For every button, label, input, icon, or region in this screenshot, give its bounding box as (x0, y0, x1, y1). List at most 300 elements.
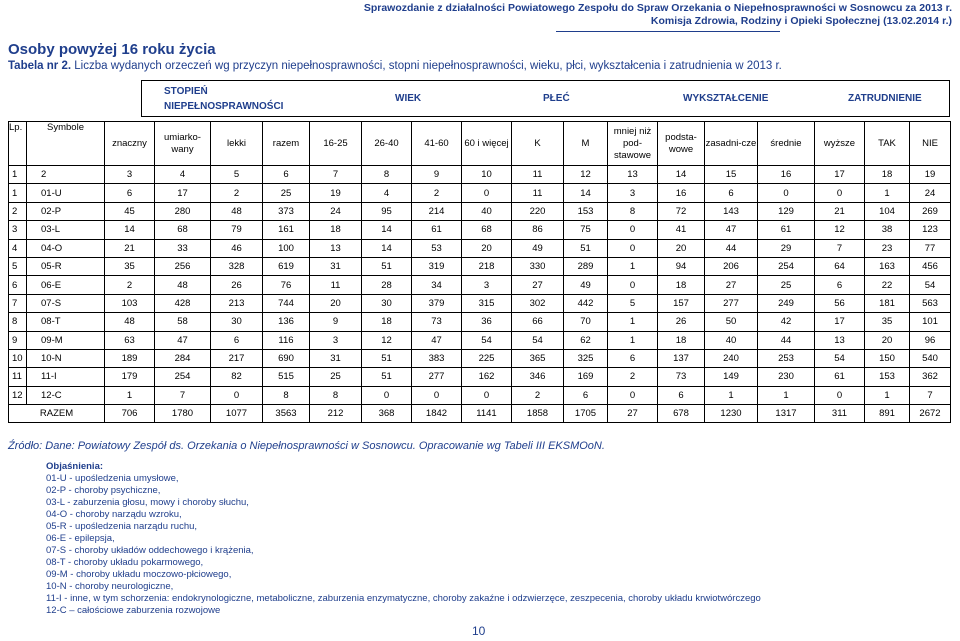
table-cell: 368 (362, 405, 412, 423)
page-number: 10 (472, 624, 486, 638)
table-cell: 136 (263, 313, 310, 331)
legend-item: 08-T - choroby układu pokarmowego, (46, 557, 204, 568)
section-title: Osoby powyżej 16 roku życia (8, 41, 216, 58)
table-cell: 18 (865, 166, 910, 184)
table-cell: 0 (815, 386, 865, 404)
table-cell: 2 (9, 202, 27, 220)
table-cell: 68 (155, 221, 211, 239)
table-cell: 169 (564, 368, 608, 386)
table-cell: 4 (155, 166, 211, 184)
table-cell: 34 (412, 276, 462, 294)
table-cell: 1077 (211, 405, 263, 423)
legend-item: 11-I - inne, w tym schorzenia: endokrynologiczne, metaboliczne, zaburzenia enzymatyczne, choroby zakaźne i odzwierzęce, zeszpecenia, choroby układu krwiotwórczego (46, 593, 761, 604)
table-row (9, 184, 951, 202)
table-cell: 01-U (27, 184, 105, 202)
table-cell: 101 (910, 313, 951, 331)
table-cell: 51 (362, 257, 412, 275)
table-cell: 0 (462, 184, 512, 202)
table-cell: 96 (910, 331, 951, 349)
table-cell: 61 (758, 221, 815, 239)
table-cell: 5 (9, 257, 27, 275)
table-cell: 27 (608, 405, 658, 423)
table-cell: 48 (105, 313, 155, 331)
numbering-row (9, 166, 951, 184)
table-cell: 2 (211, 184, 263, 202)
table-cell: 54 (815, 349, 865, 367)
table-cell: 1 (9, 166, 27, 184)
column-header: mniej niż pod-stawowe (608, 122, 658, 166)
table-cell: 428 (155, 294, 211, 312)
table-cell: 47 (155, 331, 211, 349)
table-cell: 3 (9, 221, 27, 239)
table-cell: 54 (910, 276, 951, 294)
table-cell: 1 (608, 257, 658, 275)
table-cell: 16 (658, 184, 705, 202)
table-cell: 94 (658, 257, 705, 275)
table-cell: 189 (105, 349, 155, 367)
table-cell: 254 (155, 368, 211, 386)
table-cell: 12 (564, 166, 608, 184)
table-cell: 70 (564, 313, 608, 331)
table-cell: 4 (362, 184, 412, 202)
table-cell: 6 (9, 276, 27, 294)
total-row (9, 405, 951, 423)
header-underline (556, 31, 780, 32)
table-cell: 9 (310, 313, 362, 331)
legend-item: 10-N - choroby neurologiczne, (46, 581, 174, 592)
table-cell: 47 (412, 331, 462, 349)
table-cell: 0 (412, 386, 462, 404)
table-cell: 280 (155, 202, 211, 220)
table-cell: 330 (512, 257, 564, 275)
table-cell: 137 (658, 349, 705, 367)
table-cell: 0 (211, 386, 263, 404)
column-header: podsta-wowe (658, 122, 705, 166)
table-cell: 891 (865, 405, 910, 423)
table-cell: 25 (263, 184, 310, 202)
legend-item: 04-O - choroby narządu wzroku, (46, 509, 182, 520)
table-cell: 383 (412, 349, 462, 367)
table-cell: 217 (211, 349, 263, 367)
table-cell: 277 (705, 294, 758, 312)
table-cell: 3 (462, 276, 512, 294)
table-cell: 44 (758, 331, 815, 349)
table-cell: 03-L (27, 221, 105, 239)
column-header: lekki (211, 122, 263, 166)
table-cell: 225 (462, 349, 512, 367)
table-cell: 13 (310, 239, 362, 257)
column-header: znaczny (105, 122, 155, 166)
column-header-row (9, 122, 951, 166)
table-cell: 289 (564, 257, 608, 275)
table-cell: 51 (564, 239, 608, 257)
table-cell: 9 (412, 166, 462, 184)
column-header: zasadni-cze (705, 122, 758, 166)
table-cell: 4 (9, 239, 27, 257)
table-cell: 7 (815, 239, 865, 257)
table-cell: 0 (362, 386, 412, 404)
table-cell: 181 (865, 294, 910, 312)
table-cell: 79 (211, 221, 263, 239)
table-cell: 10 (462, 166, 512, 184)
table-cell: 2 (27, 166, 105, 184)
table-cell: 690 (263, 349, 310, 367)
table-cell: 54 (462, 331, 512, 349)
table-cell: 14 (105, 221, 155, 239)
table-cell: 3 (608, 184, 658, 202)
table-cell: 73 (658, 368, 705, 386)
table-cell: 6 (211, 331, 263, 349)
table-row (9, 386, 951, 404)
table-cell: 26 (211, 276, 263, 294)
table-cell: 07-S (27, 294, 105, 312)
column-header: 16-25 (310, 122, 362, 166)
table-cell: 54 (512, 331, 564, 349)
table-cell: 12-C (27, 386, 105, 404)
table-cell: 14 (658, 166, 705, 184)
table-cell: 12 (815, 221, 865, 239)
column-header: wyższe (815, 122, 865, 166)
table-cell: 163 (865, 257, 910, 275)
group-wiek: WIEK (395, 93, 422, 104)
table-cell: 218 (462, 257, 512, 275)
group-wyksztalcenie: WYKSZTAŁCENIE (683, 93, 769, 104)
table-cell: 150 (865, 349, 910, 367)
table-cell: 14 (564, 184, 608, 202)
table-cell: 28 (362, 276, 412, 294)
table-cell: 346 (512, 368, 564, 386)
table-cell: 240 (705, 349, 758, 367)
table-cell: 11 (310, 276, 362, 294)
table-cell: 3 (105, 166, 155, 184)
table-cell: 6 (105, 184, 155, 202)
table-cell: 0 (815, 184, 865, 202)
table-cell: 0 (608, 276, 658, 294)
column-group-header (141, 80, 950, 117)
table-cell: 249 (758, 294, 815, 312)
table-cell: 319 (412, 257, 462, 275)
column-header: TAK (865, 122, 910, 166)
table-cell: 26 (658, 313, 705, 331)
table-cell: 7 (310, 166, 362, 184)
table-cell: 0 (608, 239, 658, 257)
table-cell: 1 (758, 386, 815, 404)
column-header: umiarko-wany (155, 122, 211, 166)
table-row (9, 294, 951, 312)
table-cell: 19 (910, 166, 951, 184)
table-cell: 42 (758, 313, 815, 331)
table-cell: 104 (865, 202, 910, 220)
table-cell: 153 (865, 368, 910, 386)
table-row (9, 276, 951, 294)
table-cell: 2 (512, 386, 564, 404)
table-cell: 24 (310, 202, 362, 220)
table-cell: 6 (658, 386, 705, 404)
column-header: K (512, 122, 564, 166)
table-cell: 379 (412, 294, 462, 312)
table-cell: 116 (263, 331, 310, 349)
table-cell: 325 (564, 349, 608, 367)
table-cell: 20 (865, 331, 910, 349)
table-cell: 33 (155, 239, 211, 257)
group-stopien: STOPIEŃ NIEPEŁNOSPRAWNOŚCI (164, 86, 284, 112)
table-cell: 77 (910, 239, 951, 257)
table-cell: 04-O (27, 239, 105, 257)
table-cell: 8 (608, 202, 658, 220)
table-cell: 0 (758, 184, 815, 202)
table-cell: 540 (910, 349, 951, 367)
table-cell: 11 (9, 368, 27, 386)
table-cell: 19 (310, 184, 362, 202)
table-cell: 49 (512, 239, 564, 257)
table-cell: 2 (608, 368, 658, 386)
table-cell: 277 (412, 368, 462, 386)
table-cell: 328 (211, 257, 263, 275)
column-header: 26-40 (362, 122, 412, 166)
table-cell: 153 (564, 202, 608, 220)
table-cell: 1780 (155, 405, 211, 423)
table-cell: 1141 (462, 405, 512, 423)
table-cell: 100 (263, 239, 310, 257)
table-cell: 11 (512, 166, 564, 184)
table-cell: 0 (462, 386, 512, 404)
report-header (364, 2, 952, 28)
table-row (9, 221, 951, 239)
table-cell: 76 (263, 276, 310, 294)
table-cell: 51 (362, 368, 412, 386)
table-cell: 2 (105, 276, 155, 294)
legend (46, 461, 761, 617)
table-cell: 56 (815, 294, 865, 312)
table-cell: 13 (815, 331, 865, 349)
table-cell: 254 (758, 257, 815, 275)
table-cell: 6 (608, 349, 658, 367)
table-cell: 442 (564, 294, 608, 312)
table-cell: 365 (512, 349, 564, 367)
table-cell: 20 (462, 239, 512, 257)
table-cell: 161 (263, 221, 310, 239)
column-header: Symbole (27, 122, 105, 166)
table-cell: 563 (910, 294, 951, 312)
table-cell: 2 (412, 184, 462, 202)
table-cell: 3 (310, 331, 362, 349)
legend-item: 12-C – całościowe zaburzenia rozwojowe (46, 605, 221, 616)
table-cell: 1858 (512, 405, 564, 423)
table-cell: 619 (263, 257, 310, 275)
table-cell: 7 (910, 386, 951, 404)
table-cell: 41 (658, 221, 705, 239)
table-cell: 09-M (27, 331, 105, 349)
table-cell: 1842 (412, 405, 462, 423)
table-cell: 21 (105, 239, 155, 257)
table-cell: 12 (9, 386, 27, 404)
header-line-2: Komisja Zdrowia, Rodziny i Opieki Społecznej (13.02.2014 r.) (650, 15, 952, 27)
table-caption-label: Tabela nr 2. (8, 60, 72, 72)
table-cell: 256 (155, 257, 211, 275)
table-cell: 25 (758, 276, 815, 294)
table-cell: 27 (705, 276, 758, 294)
table-cell: 149 (705, 368, 758, 386)
table-cell: 17 (815, 166, 865, 184)
table-cell: 7 (9, 294, 27, 312)
table-cell: 456 (910, 257, 951, 275)
table-cell: 230 (758, 368, 815, 386)
legend-item: 09-M - choroby układu moczowo-płciowego, (46, 569, 232, 580)
table-cell: 2672 (910, 405, 951, 423)
table-cell: 64 (815, 257, 865, 275)
table-cell: 18 (310, 221, 362, 239)
legend-item: 06-E - epilepsja, (46, 533, 115, 544)
header-line-1: Sprawozdanie z działalności Powiatowego Zespołu do Spraw Orzekania o Niepełnosprawności w Sosnowcu za 2013 r. (363, 2, 952, 14)
table-cell: 362 (910, 368, 951, 386)
group-zatrudnienie: ZATRUDNIENIE (848, 93, 922, 104)
table-cell: 1 (705, 386, 758, 404)
source-note: Źródło: Dane: Powiatowy Zespół ds. Orzekania o Niepełnosprawności w Sosnowcu. Opracowanie wg Tabeli III EKSMOoN. (8, 440, 605, 452)
table-cell: 12 (362, 331, 412, 349)
table-cell: 15 (705, 166, 758, 184)
table-cell: 284 (155, 349, 211, 367)
table-cell: 214 (412, 202, 462, 220)
table-cell: RAZEM (9, 405, 105, 423)
table-cell: 86 (512, 221, 564, 239)
table-cell: 40 (705, 331, 758, 349)
table-cell: 40 (462, 202, 512, 220)
table-cell: 13 (608, 166, 658, 184)
table-cell: 51 (362, 349, 412, 367)
column-header: 41-60 (412, 122, 462, 166)
table-cell: 31 (310, 257, 362, 275)
table-caption (8, 60, 782, 72)
table-cell: 1 (608, 331, 658, 349)
table-cell: 8 (362, 166, 412, 184)
table-cell: 75 (564, 221, 608, 239)
table-cell: 1 (865, 386, 910, 404)
table-cell: 30 (362, 294, 412, 312)
table-cell: 44 (705, 239, 758, 257)
table-cell: 61 (815, 368, 865, 386)
table-cell: 24 (910, 184, 951, 202)
table-cell: 311 (815, 405, 865, 423)
table-cell: 253 (758, 349, 815, 367)
table-cell: 11-I (27, 368, 105, 386)
table-cell: 35 (105, 257, 155, 275)
table-cell: 129 (758, 202, 815, 220)
table-cell: 1705 (564, 405, 608, 423)
table-cell: 103 (105, 294, 155, 312)
table-cell: 373 (263, 202, 310, 220)
table-cell: 123 (910, 221, 951, 239)
table-cell: 31 (310, 349, 362, 367)
table-cell: 6 (705, 184, 758, 202)
table-cell: 8 (9, 313, 27, 331)
table-cell: 14 (362, 221, 412, 239)
column-header: NIE (910, 122, 951, 166)
table-cell: 06-E (27, 276, 105, 294)
table-cell: 6 (564, 386, 608, 404)
table-cell: 63 (105, 331, 155, 349)
table-cell: 46 (211, 239, 263, 257)
table-cell: 315 (462, 294, 512, 312)
table-cell: 1230 (705, 405, 758, 423)
table-cell: 7 (155, 386, 211, 404)
table-cell: 213 (211, 294, 263, 312)
legend-title: Objaśnienia: (46, 461, 104, 472)
table-cell: 744 (263, 294, 310, 312)
legend-item: 03-L - zaburzenia głosu, mowy i choroby słuchu, (46, 497, 249, 508)
table-caption-text: Liczba wydanych orzeczeń wg przyczyn niepełnosprawności, stopni niepełnosprawności, wieku, płci, wykształcenia i zatrudnienia w 2013 r. (71, 60, 782, 72)
table-cell: 68 (462, 221, 512, 239)
table-cell: 3563 (263, 405, 310, 423)
column-header: średnie (758, 122, 815, 166)
table-cell: 49 (564, 276, 608, 294)
table-cell: 58 (155, 313, 211, 331)
legend-item: 01-U - upośledzenia umysłowe, (46, 473, 179, 484)
table-cell: 48 (211, 202, 263, 220)
table-cell: 18 (658, 331, 705, 349)
table-row (9, 202, 951, 220)
table-cell: 18 (658, 276, 705, 294)
table-cell: 212 (310, 405, 362, 423)
legend-item: 05-R - upośledzenia narządu ruchu, (46, 521, 198, 532)
table-cell: 143 (705, 202, 758, 220)
table-cell: 9 (9, 331, 27, 349)
table-cell: 72 (658, 202, 705, 220)
table-cell: 17 (815, 313, 865, 331)
statistics-table (8, 121, 951, 423)
group-plec: PŁEĆ (543, 93, 570, 104)
table-cell: 53 (412, 239, 462, 257)
table-row (9, 257, 951, 275)
table-cell: 23 (865, 239, 910, 257)
table-cell: 38 (865, 221, 910, 239)
table-cell: 157 (658, 294, 705, 312)
table-row (9, 331, 951, 349)
table-row (9, 349, 951, 367)
table-cell: 1317 (758, 405, 815, 423)
table-cell: 6 (815, 276, 865, 294)
table-cell: 706 (105, 405, 155, 423)
table-cell: 10-N (27, 349, 105, 367)
table-cell: 14 (362, 239, 412, 257)
table-cell: 302 (512, 294, 564, 312)
table-cell: 50 (705, 313, 758, 331)
table-cell: 47 (705, 221, 758, 239)
table-cell: 8 (310, 386, 362, 404)
table-row (9, 313, 951, 331)
table-cell: 162 (462, 368, 512, 386)
table-cell: 220 (512, 202, 564, 220)
table-cell: 8 (263, 386, 310, 404)
column-header: 60 i więcej (462, 122, 512, 166)
table-cell: 61 (412, 221, 462, 239)
table-cell: 35 (865, 313, 910, 331)
column-header: M (564, 122, 608, 166)
table-cell: 0 (608, 386, 658, 404)
table-cell: 05-R (27, 257, 105, 275)
table-cell: 62 (564, 331, 608, 349)
table-cell: 5 (608, 294, 658, 312)
table-cell: 21 (815, 202, 865, 220)
table-cell: 48 (155, 276, 211, 294)
table-cell: 17 (155, 184, 211, 202)
table-cell: 30 (211, 313, 263, 331)
table-cell: 36 (462, 313, 512, 331)
table-cell: 20 (310, 294, 362, 312)
table-cell: 10 (9, 349, 27, 367)
table-cell: 22 (865, 276, 910, 294)
table-cell: 1 (865, 184, 910, 202)
table-row (9, 368, 951, 386)
